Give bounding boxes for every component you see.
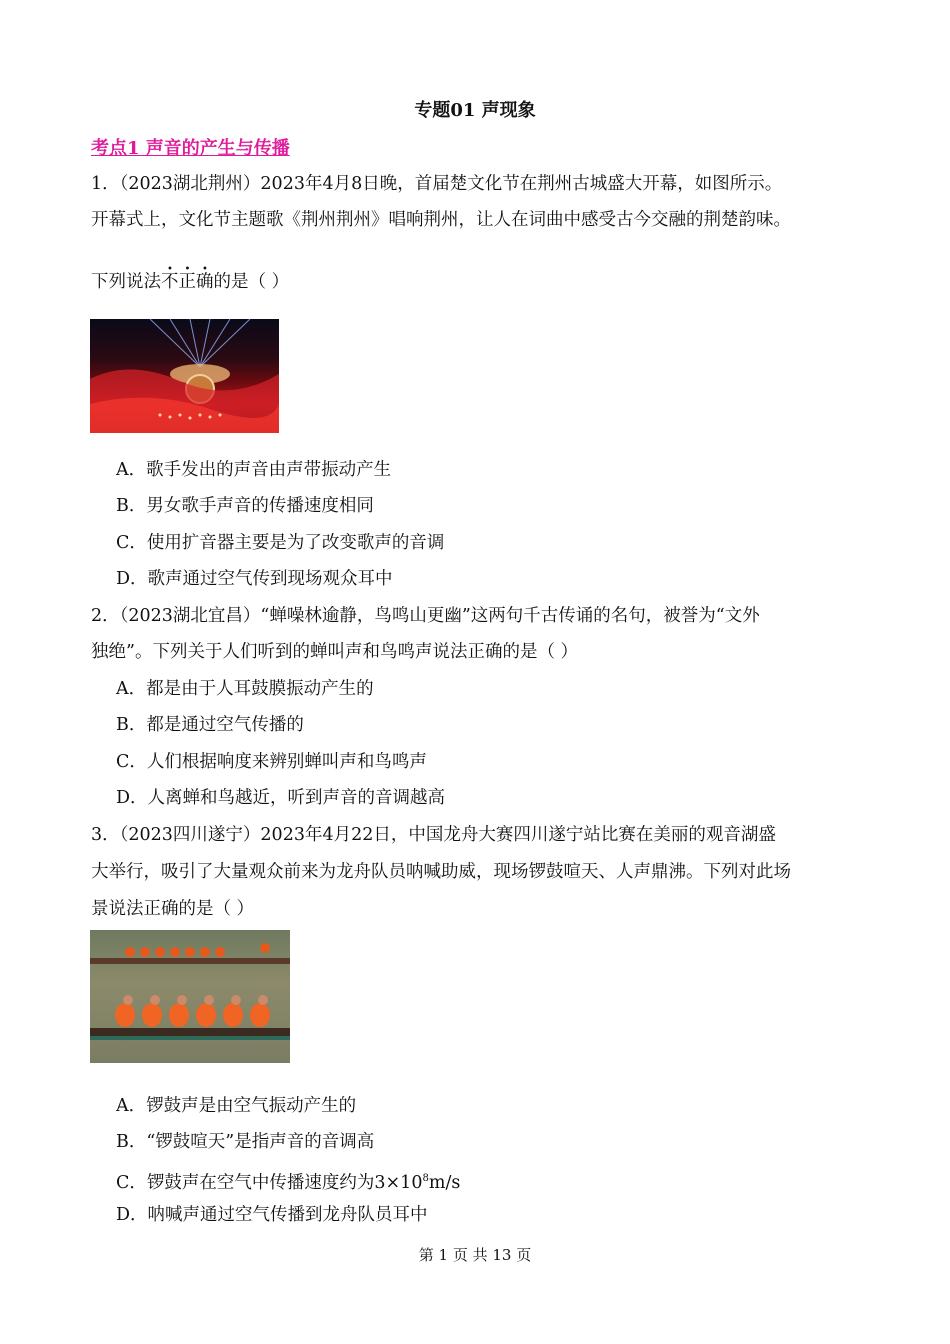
q3-line3: 景说法正确的是（ ） — [91, 899, 255, 919]
q1-option-a: A．歌手发出的声音由声带振动产生 — [116, 460, 392, 480]
page-title: 专题01 声现象 — [414, 100, 536, 121]
q1-line3-post: 的是（ ） — [213, 272, 290, 292]
q3-option-a: A．锣鼓声是由空气振动产生的 — [116, 1096, 357, 1116]
festival-scene-illustration — [90, 319, 279, 433]
emphasis-char: 确 — [196, 272, 214, 292]
q2-option-c: C．人们根据响度来辨别蝉叫声和鸟鸣声 — [116, 752, 427, 772]
q3-option-c-text: C．锣鼓声在空气中传播速度约为3×10 — [116, 1172, 423, 1193]
q1-line3-pre: 下列说法 — [91, 272, 161, 292]
q2-line2: 独绝”。下列关于人们听到的蝉叫声和鸟鸣声说法正确的是（ ） — [91, 642, 579, 662]
q1-option-b: B．男女歌手声音的传播速度相同 — [116, 496, 374, 516]
dragon-boat-photo — [90, 930, 290, 1063]
q2-option-d: D．人离蝉和鸟越近，听到声音的音调越高 — [116, 788, 446, 808]
q1-emphasis — [161, 272, 214, 292]
festival-photo — [90, 319, 279, 433]
q2-option-a: A．都是由于人耳鼓膜振动产生的 — [116, 679, 374, 699]
q2-option-b: B．都是通过空气传播的 — [116, 715, 304, 735]
q1-line1: 1．（2023湖北荆州）2023年4月8日晚，首届楚文化节在荆州古城盛大开幕，如图所示。 — [91, 174, 783, 194]
q1-option-c: C．使用扩音器主要是为了改变歌声的音调 — [116, 533, 445, 553]
q2-line1: 2．（2023湖北宜昌）“蝉噪林逾静，鸟鸣山更幽”这两句千古传诵的名句，被誉为“文外 — [91, 606, 760, 626]
q3-option-c — [116, 1167, 460, 1195]
q3-option-c-exponent: 8 — [422, 1173, 429, 1184]
q3-option-d: D．呐喊声通过空气传播到龙舟队员耳中 — [116, 1205, 428, 1225]
q1-line2: 开幕式上，文化节主题歌《荆州荆州》唱响荆州，让人在词曲中感受古今交融的荆楚韵味。 — [91, 210, 791, 230]
dragon-boat-illustration — [90, 930, 290, 1063]
q3-line1: 3．（2023四川遂宁）2023年4月22日，中国龙舟大赛四川遂宁站比赛在美丽的观音湖盛 — [91, 825, 776, 845]
q1-option-d: D．歌声通过空气传到现场观众耳中 — [116, 569, 393, 589]
q3-line2: 大举行，吸引了大量观众前来为龙舟队员呐喊助威，现场锣鼓喧天、人声鼎沸。下列对此场 — [91, 862, 791, 882]
q3-option-c-unit: m/s — [428, 1172, 461, 1193]
section-heading: 考点1 声音的产生与传播 — [91, 138, 290, 159]
q1-line3 — [91, 270, 289, 294]
emphasis-char: 正 — [178, 272, 196, 292]
page-footer: 第 1 页 共 13 页 — [418, 1246, 532, 1264]
emphasis-char: 不 — [161, 272, 179, 292]
q3-option-b: B．“锣鼓喧天”是指声音的音调高 — [116, 1132, 375, 1152]
